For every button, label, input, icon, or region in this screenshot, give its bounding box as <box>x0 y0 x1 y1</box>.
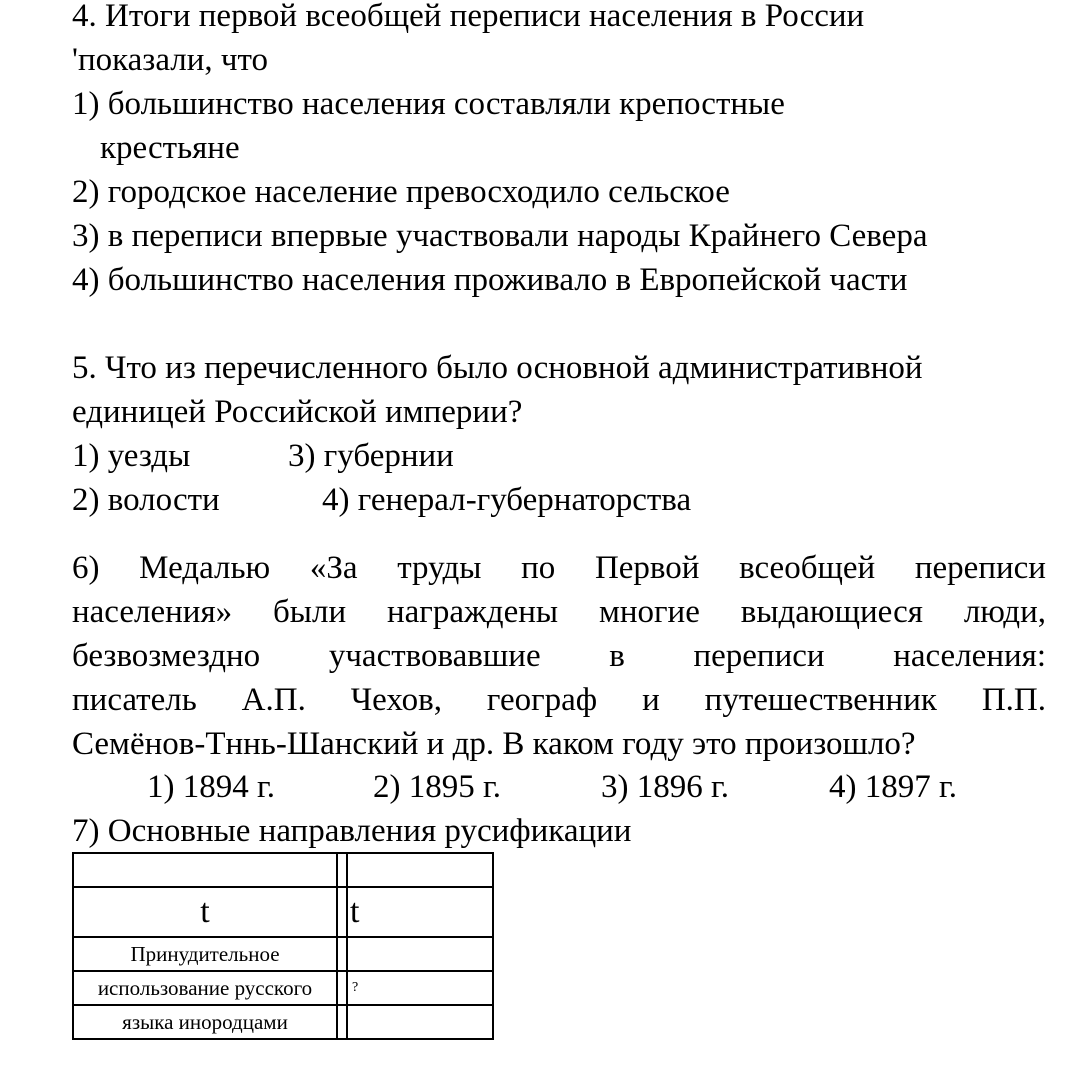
table-cell <box>347 853 493 887</box>
q6-word: населения: <box>893 638 1046 674</box>
table-gap-cell <box>337 853 347 887</box>
q5-option-2: 2) волости <box>72 482 220 518</box>
q6-word: участвовавшие <box>328 638 541 674</box>
q6-line-5: Семёнов-Тннь-Шанский и др. В каком году это произошло? <box>72 726 916 762</box>
q6-word: выдающиеся <box>740 594 923 630</box>
q6-word: переписи <box>693 638 825 674</box>
q6-word: Чехов, <box>350 682 442 718</box>
q6-word: писатель <box>72 682 197 718</box>
q6-word: путешественник <box>704 682 937 718</box>
q5-option-3: 3) губернии <box>288 438 454 474</box>
table-header-row <box>73 887 493 937</box>
q6-word: А.П. <box>241 682 306 718</box>
table-row <box>73 971 493 1005</box>
q4-option-4: 4) большинство населения проживало в Европейской части <box>72 262 908 298</box>
table-cell <box>347 1005 493 1039</box>
q6-word: «За <box>309 550 358 586</box>
table-row <box>73 937 493 971</box>
q6-word: люди, <box>963 594 1046 630</box>
q7-title: 7) Основные направления русификации <box>72 813 632 849</box>
q6-word: 6) <box>72 550 100 586</box>
q6-answer-3: 3) 1896 г. <box>601 769 730 805</box>
q4-option-3: 3) в переписи впервые участвовали народы Крайнего Севера <box>72 218 928 254</box>
q6-answer-2: 2) 1895 г. <box>373 769 502 805</box>
q6-word: труды <box>397 550 482 586</box>
q6-word: в <box>609 638 625 674</box>
q6-word: всеобщей <box>739 550 876 586</box>
table-cell-line-2: использование русского <box>73 971 337 1005</box>
table-cell <box>73 853 337 887</box>
q6-line-1 <box>72 548 1046 588</box>
q6-word: многие <box>598 594 700 630</box>
table-gap-cell <box>337 1005 347 1039</box>
q5-option-1: 1) уезды <box>72 438 191 474</box>
table-header-right: t <box>347 887 493 937</box>
q4-option-1-cont: крестьяне <box>100 130 240 166</box>
table-cell-line-1: Принудительное <box>73 937 337 971</box>
q6-word: награждены <box>387 594 559 630</box>
table-row <box>73 853 493 887</box>
table-gap-cell <box>337 971 347 1005</box>
table-header-left: t <box>73 887 337 937</box>
q5-title-line1: 5. Что из перечисленного было основной административной <box>72 350 923 386</box>
q6-line-4 <box>72 680 1046 720</box>
q6-word: были <box>273 594 347 630</box>
q6-word: населения» <box>72 594 233 630</box>
q6-word: и <box>642 682 660 718</box>
q6-answer-1: 1) 1894 г. <box>147 769 276 805</box>
q6-word: Первой <box>594 550 700 586</box>
q6-line-3 <box>72 636 1046 676</box>
q6-word: по <box>521 550 556 586</box>
table-gap-cell <box>337 887 347 937</box>
table-cell-mark: ? <box>347 971 493 1005</box>
q6-word: П.П. <box>981 682 1046 718</box>
q5-title-line2: единицей Российской империи? <box>72 394 523 430</box>
q6-word: безвозмездно <box>72 638 261 674</box>
q4-option-2: 2) городское население превосходило сельское <box>72 174 730 210</box>
table-cell-line-3: языка инородцами <box>73 1005 337 1039</box>
q6-line-2 <box>72 592 1046 632</box>
q6-word: переписи <box>914 550 1046 586</box>
q6-word: географ <box>486 682 598 718</box>
q4-option-1: 1) большинство населения составляли крепостные <box>72 86 785 122</box>
table-cell <box>347 937 493 971</box>
table-row <box>73 1005 493 1039</box>
q5-option-4: 4) генерал-губернаторства <box>322 482 692 518</box>
q4-title-line1: 4. Итоги первой всеобщей переписи населения в России <box>72 0 865 34</box>
q6-word: Медалью <box>139 550 271 586</box>
russification-table <box>72 852 494 1040</box>
q4-title-line2: 'показали, что <box>72 42 268 78</box>
table-gap-cell <box>337 937 347 971</box>
q6-answer-4: 4) 1897 г. <box>829 769 958 805</box>
